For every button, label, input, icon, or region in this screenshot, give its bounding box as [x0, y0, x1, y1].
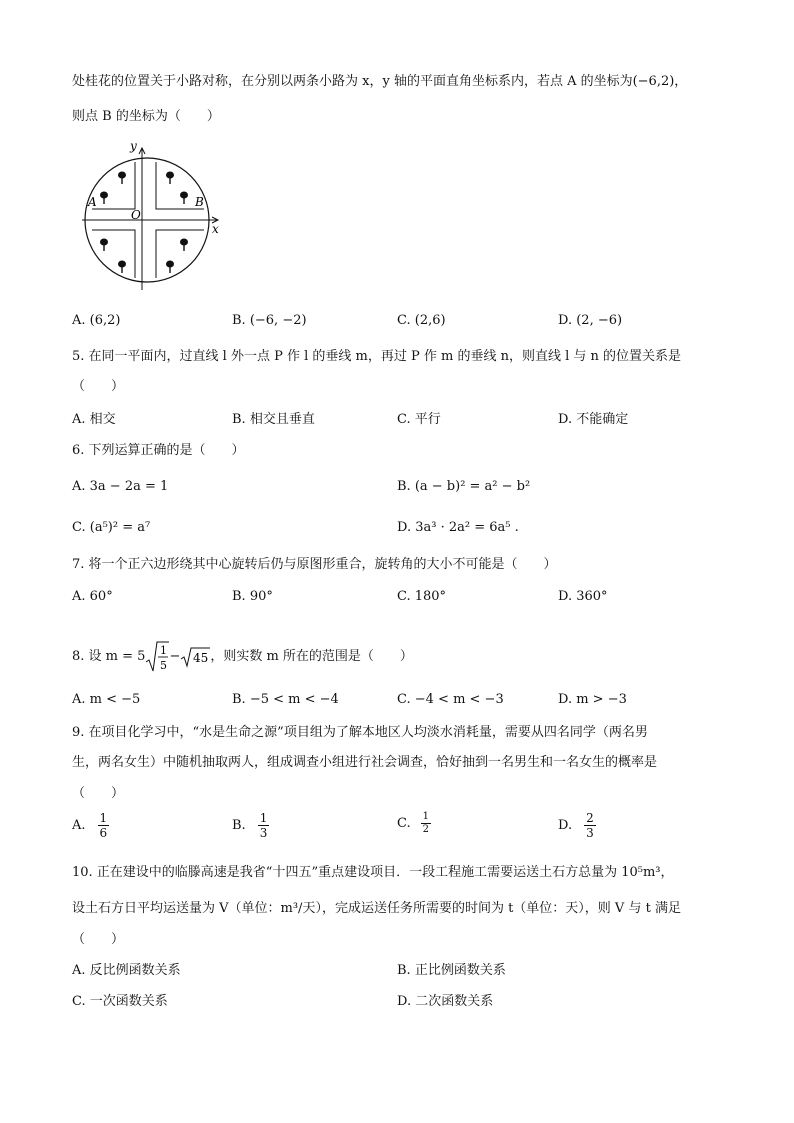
q5-option-a[interactable]: A. 相交 — [72, 412, 116, 427]
q9-option-b[interactable] — [232, 812, 271, 839]
q9-stem-line1: 9. 在项目化学习中，“水是生命之源”项目组为了解本地区人均淡水消耗量，需要从四名同学（两名男 — [72, 725, 648, 740]
q10-option-a[interactable]: A. 反比例函数关系 — [72, 963, 181, 978]
tree-icon — [118, 261, 126, 274]
q9-d-den: 3 — [586, 826, 594, 840]
q5-option-c[interactable]: C. 平行 — [397, 412, 441, 427]
q6-option-a[interactable]: A. 3a − 2a = 1 — [72, 479, 169, 494]
q8-option-d[interactable]: D. m > −3 — [558, 692, 627, 707]
q8-option-b[interactable]: B. −5 < m < −4 — [232, 692, 339, 707]
q8-frac-den: 5 — [160, 659, 168, 672]
q8-prefix: 8. 设 m = 5 — [72, 649, 146, 664]
q9-option-a-fraction — [98, 812, 110, 839]
q4-option-a[interactable]: A. (6,2) — [72, 313, 121, 328]
q5-option-d[interactable]: D. 不能确定 — [558, 412, 629, 427]
tree-icon — [100, 239, 108, 252]
q9-stem-line2: 生，两名女生）中随机抽取两人，组成调查小组进行社会调查，恰好抽到一名男生和一名女生的概率是 — [72, 755, 658, 770]
q6-option-c[interactable]: C. (a⁵)² = a⁷ — [72, 520, 151, 535]
q8-radicand: 45 — [193, 651, 209, 665]
q4-option-d[interactable]: D. (2, −6) — [558, 313, 623, 328]
q8-middle: − — [169, 649, 181, 664]
q7-option-d[interactable]: D. 360° — [558, 589, 608, 604]
q9-option-b-fraction — [258, 812, 270, 839]
q5-paren: （ ） — [72, 379, 125, 394]
q6-option-d[interactable]: D. 3a³ · 2a² = 6a⁵ . — [397, 520, 519, 535]
tree-icon — [166, 261, 174, 274]
q8-sqrt-fraction — [145, 640, 169, 674]
coordinate-figure — [72, 138, 232, 298]
q9-option-d[interactable] — [558, 812, 598, 839]
tree-icon — [100, 192, 108, 205]
tree-icon — [180, 239, 188, 252]
q7-stem: 7. 将一个正六边形绕其中心旋转后仍与原图形重合，旋转角的大小不可能是（ ） — [72, 557, 557, 572]
q10-stem-line2: 设土石方日平均运送量为 V（单位：m³/天），完成运送任务所需要的时间为 t（单位：天），则 V 与 t 满足 — [72, 901, 681, 916]
q7-option-c[interactable]: C. 180° — [397, 589, 447, 604]
q8-sqrt-45 — [180, 646, 210, 668]
q9-option-c[interactable] — [397, 812, 433, 835]
q10-option-c[interactable]: C. 一次函数关系 — [72, 994, 168, 1009]
q8-suffix: ，则实数 m 所在的范围是（ ） — [210, 649, 413, 664]
q8-frac-num: 1 — [160, 644, 168, 657]
q8-option-a[interactable]: A. m < −5 — [72, 692, 141, 707]
q4-stem-line1: 处桂花的位置关于小路对称，在分别以两条小路为 x，y 轴的平面直角坐标系内，若点 A 的坐标为(−6,2)， — [72, 74, 688, 89]
q8-stem — [72, 640, 413, 674]
q6-option-b[interactable]: B. (a − b)² = a² − b² — [397, 479, 531, 494]
q9-a-den: 6 — [99, 826, 108, 840]
q4-stem-line2: 则点 B 的坐标为（ ） — [72, 109, 220, 124]
q5-option-b[interactable]: B. 相交且垂直 — [232, 412, 315, 427]
label-a: A — [88, 195, 97, 209]
q9-option-a-label: A. — [72, 817, 86, 833]
q9-option-c-label: C. — [397, 815, 411, 831]
q7-option-a[interactable]: A. 60° — [72, 589, 113, 604]
q9-b-num: 1 — [259, 811, 268, 825]
q9-option-d-fraction — [584, 812, 596, 839]
q9-c-num: 1 — [422, 811, 429, 822]
label-origin: O — [131, 208, 141, 222]
q5-stem: 5. 在同一平面内，过直线 l 外一点 P 作 l 的垂线 m，再过 P 作 m 的垂线 n，则直线 l 与 n 的位置关系是 — [72, 349, 682, 364]
q10-option-b[interactable]: B. 正比例函数关系 — [397, 963, 506, 978]
q9-option-c-fraction — [421, 812, 431, 835]
q10-stem-line1: 10. 正在建设中的临滕高速是我省“十四五”重点建设项目．一段工程施工需要运送土石方总量为 10⁵m³， — [72, 865, 674, 880]
q10-paren: （ ） — [72, 932, 125, 947]
q9-option-d-label: D. — [558, 817, 573, 833]
tree-icon — [118, 172, 126, 185]
q9-d-num: 2 — [586, 811, 594, 825]
q4-option-b[interactable]: B. (−6, −2) — [232, 313, 307, 328]
q4-option-c[interactable]: C. (2,6) — [397, 313, 446, 328]
q9-paren: （ ） — [72, 786, 125, 801]
q8-option-c[interactable]: C. −4 < m < −3 — [397, 692, 504, 707]
label-y-axis: y — [130, 139, 137, 153]
q9-b-den: 3 — [259, 826, 268, 840]
q6-stem: 6. 下列运算正确的是（ ） — [72, 443, 245, 458]
q9-option-b-label: B. — [232, 817, 246, 833]
q10-option-d[interactable]: D. 二次函数关系 — [397, 994, 494, 1009]
q9-option-a[interactable] — [72, 812, 111, 839]
tree-icon — [166, 172, 174, 185]
q7-option-b[interactable]: B. 90° — [232, 589, 273, 604]
label-x-axis: x — [212, 222, 219, 236]
tree-icon — [180, 192, 188, 205]
q9-a-num: 1 — [99, 811, 108, 825]
q9-c-den: 2 — [422, 824, 429, 835]
label-b: B — [195, 195, 204, 209]
